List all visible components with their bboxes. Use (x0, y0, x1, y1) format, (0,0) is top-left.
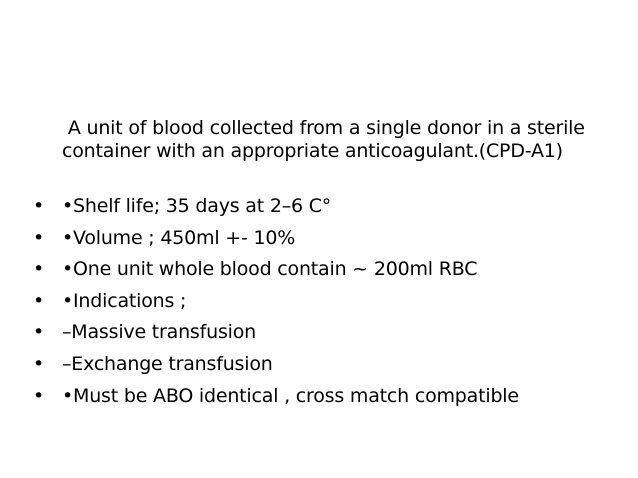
bullet-point-icon: • (33, 195, 45, 217)
bullet-item-exchange-transfusion (0, 349, 638, 381)
bullet-point-icon: • (33, 258, 45, 281)
bullet-text: –Exchange transfusion (62, 352, 273, 375)
bullet-item-massive-transfusion (0, 317, 638, 349)
bullet-text: •Volume ; 450ml +- 10% (62, 226, 296, 249)
bullet-text: •Indications ; (62, 289, 187, 312)
bullet-item-shelf-life (0, 191, 638, 223)
bullet-point-icon: • (33, 226, 45, 249)
bullet-point-icon: • (33, 352, 45, 375)
bullet-text: •One unit whole blood contain ~ 200ml RBC (62, 258, 478, 281)
bullet-item-volume (0, 223, 638, 255)
bullet-text: –Massive transfusion (62, 321, 257, 344)
intro-paragraph: A unit of blood collected from a single donor in a sterile container with an appropriate anticoagulant.(CPD-A1) (62, 117, 591, 162)
bullet-list (0, 191, 638, 412)
bullet-item-abo-compatibility (0, 381, 638, 413)
bullet-item-rbc-content (0, 254, 638, 286)
bullet-item-indications (0, 286, 638, 318)
bullet-point-icon: • (33, 289, 45, 312)
bullet-text: •Shelf life; 35 days at 2–6 C° (62, 195, 332, 217)
bullet-point-icon: • (33, 321, 45, 344)
bullet-point-icon: • (33, 384, 45, 407)
bullet-text: •Must be ABO identical , cross match compatible (62, 384, 519, 407)
